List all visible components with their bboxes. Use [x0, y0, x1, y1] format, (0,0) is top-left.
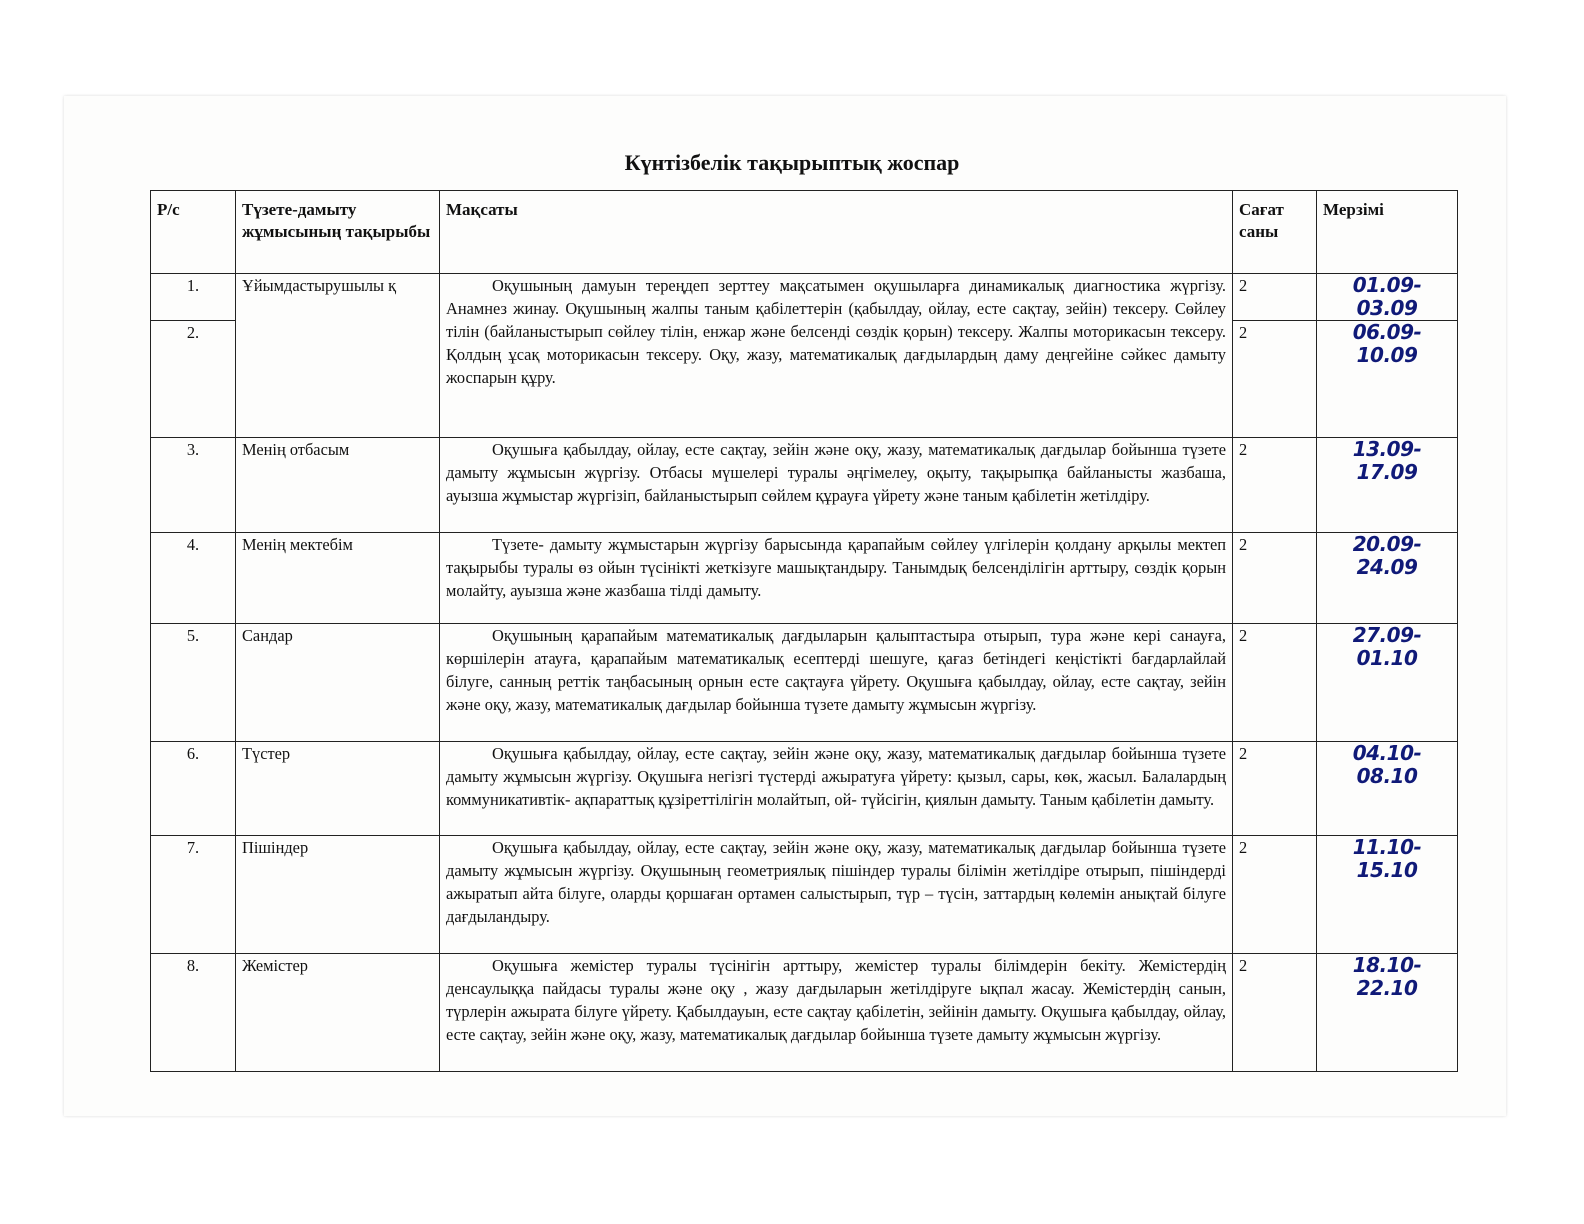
header-no: Р/с	[151, 191, 236, 274]
row-goal: Түзете- дамыту жұмыстарын жүргізу барысында қарапайым сөйлеу үлгілерін қолдану арқылы мектеп тақырыбы туралы өз ойын түсінікті жеткізуге машықтандыру. Танымдық белсенділігін арттыру, сөздік қорын молайту, ауызша және жазбаша тілді дамыту.	[440, 533, 1233, 624]
row-hours: 2	[1233, 836, 1317, 954]
row-hours: 2	[1233, 438, 1317, 533]
table-row	[151, 742, 1458, 836]
row-term-handwritten: 06.09-10.09	[1317, 321, 1458, 438]
row-goal: Оқушыға қабылдау, ойлау, есте сақтау, зейін және оқу, жазу, математикалық дағдылар бойынша түзете дамыту жұмысын жүргізу. Оқушының геометриялық пішіндер туралы білімін жетілдіре отырып, пішіндерді ажыратып айта білуге, оларды қоршаған ортамен салыстырып, түр – түсін, заттардың көлемін анықтай білуге дағдыландыру.	[440, 836, 1233, 954]
row-hours: 2	[1233, 274, 1317, 321]
table-header-row	[151, 191, 1458, 274]
row-term-handwritten: 01.09-03.09	[1317, 274, 1458, 321]
row-term-handwritten: 18.10-22.10	[1317, 954, 1458, 1072]
header-hours: Сағат саны	[1233, 191, 1317, 274]
row-term-handwritten: 04.10-08.10	[1317, 742, 1458, 836]
row-term-handwritten: 27.09-01.10	[1317, 624, 1458, 742]
header-topic: Түзете-дамыту жұмысының тақырыбы	[236, 191, 440, 274]
row-term-handwritten: 11.10-15.10	[1317, 836, 1458, 954]
row-goal: Оқушыға қабылдау, ойлау, есте сақтау, зейін және оқу, жазу, математикалық дағдылар бойынша түзете дамыту жұмысын жүргізу. Отбасы мүшелері туралы әңгімелеу, оқыту, тақырыпқа байланысты жазбаша, ауызша жұмыстар жүргізіп, байланыстырып сөйлем құрауға үйрету және таным қабілетін жетілдіру.	[440, 438, 1233, 533]
table-row	[151, 274, 1458, 321]
row-number: 5.	[151, 624, 236, 742]
row-number: 1.	[151, 274, 236, 321]
row-goal: Оқушыға жемістер туралы түсінігін арттыру, жемістер туралы білімдерін бекіту. Жемістердің денсаулыққа пайдасы туралы және оқу , жазу дағдыларын жетілдіруге ықпал жасау. Жемістердің санын, түрлерін ажырата білуге үйрету. Қабылдауын, есте сақтау қабілетін, зейінін дамыту. Оқушыға қабылдау, ойлау, есте сақтау, зейін және оқу, жазу, математикалық дағдылар бойынша түзете дамыту жұмысын жүргізу.	[440, 954, 1233, 1072]
row-goal: Оқушының қарапайым математикалық дағдыларын қалыптастыра отырып, тура және кері санауға, көршілерін атауға, қарапайым математикалық есептерді шешуге, қағаз бетіндегі кеңістікті бағдарлайлай білуге, санның реттік таңбасының орнын есте сақтауға үйрету. Оқушыға қабылдау, ойлау, есте сақтау, зейін және оқу, жазу, математикалық дағдылар бойынша түзете дамыту жұмысын жүргізу.	[440, 624, 1233, 742]
row-hours: 2	[1233, 533, 1317, 624]
page-title: Күнтізбелік тақырыптық жоспар	[624, 150, 960, 175]
row-goal: Оқушының дамуын тереңдеп зерттеу мақсатымен оқушыларға динамикалық диагностика жүргізу. Анамнез жинау. Оқушының жалпы таным қабілеттерін (қабылдау, ойлау, есте сақтау, зейін) тексеру. Сөйлеу тілін (байланыстырып сөйлеу тілін, енжар және белсенді сөздік қорын) тексеру. Жалпы моторикасын тексеру. Қолдың ұсақ моторикасын тексеру. Оқу, жазу, математикалық дағдылардың даму деңгейіне сәйкес дамыту жоспарын құру.	[440, 274, 1233, 438]
table-row	[151, 836, 1458, 954]
table-row	[151, 533, 1458, 624]
row-topic: Пішіндер	[236, 836, 440, 954]
row-topic: Жемістер	[236, 954, 440, 1072]
row-number: 3.	[151, 438, 236, 533]
row-hours: 2	[1233, 954, 1317, 1072]
row-number: 6.	[151, 742, 236, 836]
header-term: Мерзімі	[1317, 191, 1458, 274]
row-topic: Түстер	[236, 742, 440, 836]
row-hours: 2	[1233, 624, 1317, 742]
row-topic: Ұйымдастырушылы қ	[236, 274, 440, 438]
row-number: 7.	[151, 836, 236, 954]
table-row	[151, 624, 1458, 742]
plan-table	[150, 190, 1458, 1072]
header-goal: Мақсаты	[440, 191, 1233, 274]
row-number: 2.	[151, 321, 236, 438]
row-term-handwritten: 20.09-24.09	[1317, 533, 1458, 624]
row-topic: Менің мектебім	[236, 533, 440, 624]
row-hours: 2	[1233, 321, 1317, 438]
row-hours: 2	[1233, 742, 1317, 836]
row-topic: Менің отбасым	[236, 438, 440, 533]
table-row	[151, 438, 1458, 533]
table-row	[151, 954, 1458, 1072]
row-number: 4.	[151, 533, 236, 624]
row-topic: Сандар	[236, 624, 440, 742]
row-number: 8.	[151, 954, 236, 1072]
row-term-handwritten: 13.09-17.09	[1317, 438, 1458, 533]
row-goal: Оқушыға қабылдау, ойлау, есте сақтау, зейін және оқу, жазу, математикалық дағдылар бойынша түзете дамыту жұмысын жүргізу. Оқушыға негізгі түстерді ажыратуға үйрету: қызыл, сары, көк, жасыл. Балалардың коммуникативтік- ақпараттық құзіреттілігін молайтып, ой- түйсігін, қиялын дамыту. Таным қабілетін дамыту.	[440, 742, 1233, 836]
